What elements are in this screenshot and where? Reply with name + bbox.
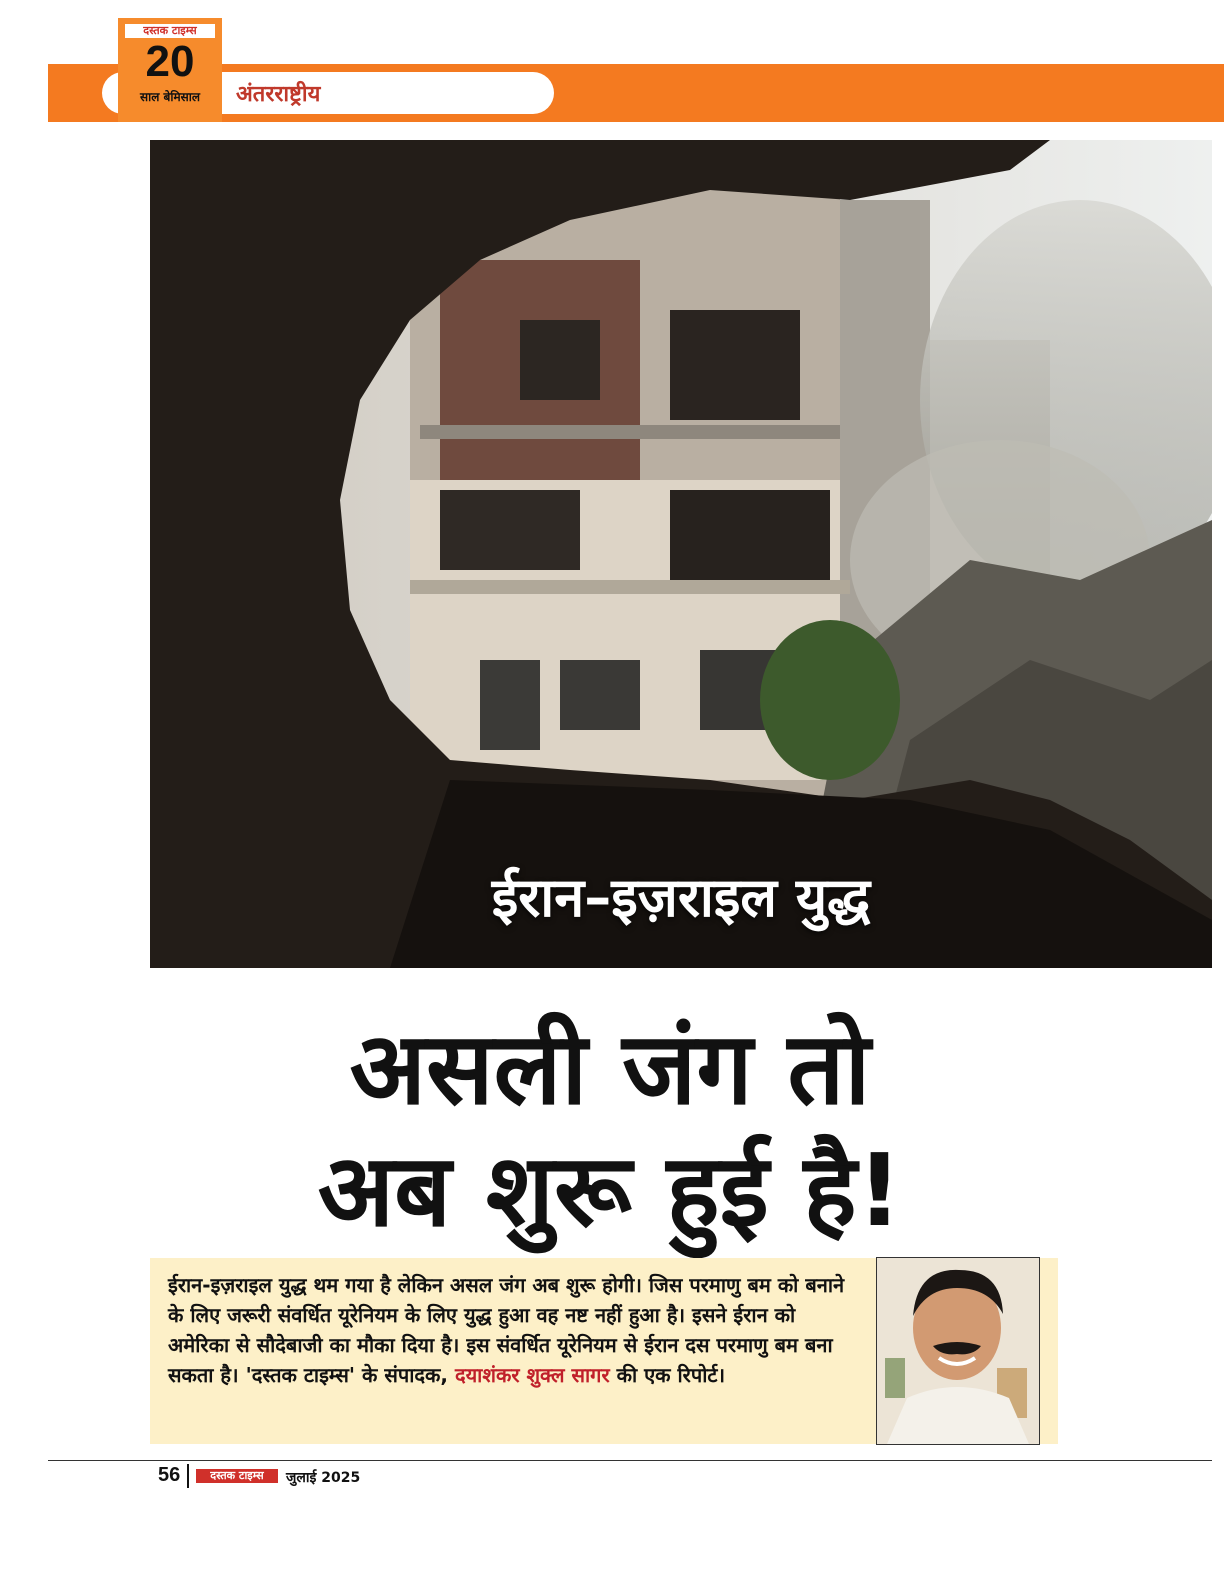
hero-caption: ईरान–इज़राइल युद्ध: [491, 866, 871, 929]
author-name[interactable]: दयाशंकर शुक्ल सागर: [454, 1363, 610, 1387]
footer-brand-logo: दस्तक टाइम्स: [196, 1469, 278, 1483]
footer-separator: [187, 1464, 189, 1488]
footer-date: जुलाई 2025: [286, 1470, 361, 1486]
anniversary-tagline: साल बेमिसाल: [139, 90, 201, 104]
page-number: 56: [158, 1464, 181, 1486]
section-label[interactable]: अंतरराष्ट्रीय: [236, 82, 321, 107]
anniversary-number: 20: [145, 37, 195, 86]
anniversary-badge: [118, 18, 222, 122]
badge-brand-logo: दस्तक टाइम्स: [125, 24, 215, 38]
intro-suffix: की एक रिपोर्ट।: [616, 1363, 726, 1387]
headline-line-1: असली जंग तो: [349, 1010, 871, 1127]
rubble-scene-illustration: [150, 140, 1212, 968]
author-photo: [876, 1257, 1040, 1445]
footer-rule: [48, 1460, 1212, 1461]
headline-line-2: अब शुरू हुई है!: [317, 1132, 903, 1249]
hero-photo: [150, 140, 1212, 968]
intro-text: [168, 1270, 858, 1390]
intro-body: ईरान-इज़राइल युद्ध थम गया है लेकिन असल जंग अब शुरू होगी। जिस परमाणु बम को बनाने के लिए जरूरी संवर्धित यूरेनियम के लिए युद्ध हुआ वह नष्ट नहीं हुआ है। इसने ईरान को अमेरिका से सौदेबाजी का मौका दिया है। इस संवर्धित यूरेनियम से ईरान दस परमाणु बम बना सकता है। 'दस्तक टाइम्स' के संपादक,: [168, 1273, 845, 1387]
author-portrait-icon: [877, 1258, 1039, 1444]
headline: [150, 1008, 1070, 1252]
